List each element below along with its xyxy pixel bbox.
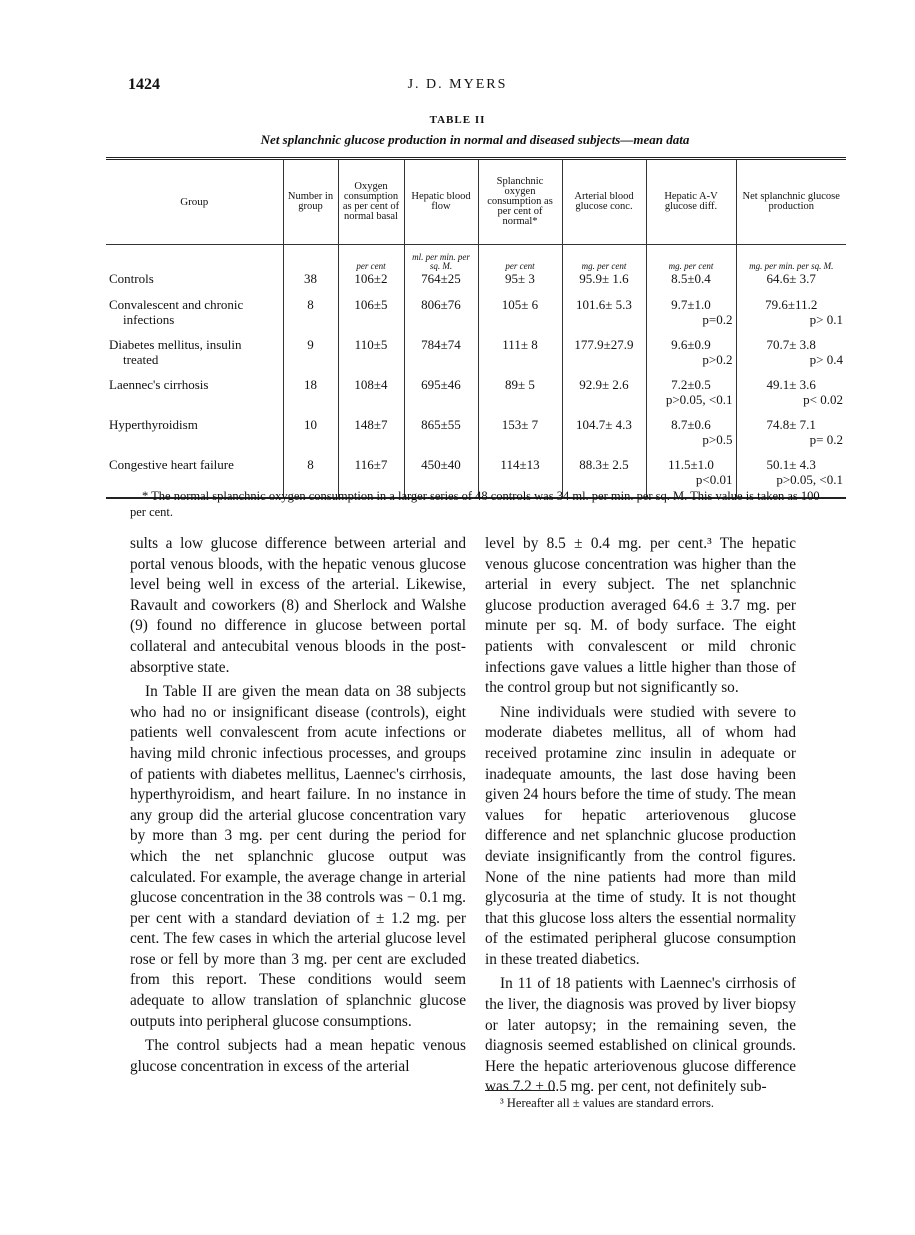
group-label: Controls bbox=[109, 271, 154, 286]
p-value: p>0.2 bbox=[702, 352, 733, 367]
unit-cell bbox=[283, 245, 338, 272]
p-value: p>0.05, <0.1 bbox=[665, 392, 733, 407]
value-cell: 116±7 bbox=[338, 457, 404, 498]
value-cell: 111± 8 bbox=[478, 337, 562, 377]
group-label: Congestive heart failure bbox=[109, 457, 234, 472]
p-value: p>0.5 bbox=[702, 432, 733, 447]
value-cell bbox=[646, 271, 736, 297]
value: 74.8± 7.1 bbox=[766, 417, 816, 432]
value-cell: 806±76 bbox=[404, 297, 478, 337]
unit-cell: mg. per cent bbox=[646, 245, 736, 272]
table-row bbox=[106, 297, 846, 337]
column-header: Oxygen consumption as per cent of normal basal bbox=[338, 159, 404, 245]
right-column bbox=[485, 534, 796, 1102]
group-label-cont: treated bbox=[123, 352, 159, 367]
p-value: p< 0.02 bbox=[803, 392, 843, 407]
value-cell: 18 bbox=[283, 377, 338, 417]
value-cell: 114±13 bbox=[478, 457, 562, 498]
value-cell: 88.3± 2.5 bbox=[562, 457, 646, 498]
paragraph: The control subjects had a mean hepatic venous glucose concentration in excess of the arterial bbox=[130, 1037, 466, 1075]
column-header: Arterial blood glucose conc. bbox=[562, 159, 646, 245]
unit-cell: per cent bbox=[478, 245, 562, 272]
table-row bbox=[106, 417, 846, 457]
p-value: p>0.05, <0.1 bbox=[776, 472, 843, 487]
value-cell bbox=[646, 337, 736, 377]
paragraph: In Table II are given the mean data on 38 subjects who had no or insignificant disease (controls), eight patients well convalescent from acute infections or having mild chronic infectious processes, and groups of patients with diabetes mellitus, Laennec's cirrhosis, hyperthyroidism, and heart failure. In no instance in any group did the arterial glucose concentration vary by more than 3 mg. per cent during the period for which the net splanchnic glucose output was calculated. For example, the average change in arterial glucose concentration in the 38 controls was − 0.1 mg. per cent with a standard deviation of ± 1.2 mg. per cent. The few cases in which the arterial glucose level rose or fell by more than 3 mg. per cent are excluded from this report. These conditions would seem adequate to allow translation of splanchnic glucose outputs into peripheral glucose consumptions. bbox=[130, 683, 466, 1030]
table-label: TABLE II bbox=[429, 114, 486, 126]
paragraph: level by 8.5 ± 0.4 mg. per cent.³ The hepatic venous glucose concentration was higher than the arterial in every subject. The net splanchnic glucose production averaged 64.6 ± 3.7 mg. per minute per sq. M. of body surface. The eight patients with convalescent or mild chronic infections gave values a little higher than those of the control group but not significantly so. bbox=[485, 535, 796, 697]
table-row bbox=[106, 337, 846, 377]
column-header: Splanchnic oxygen consumption as per cent of normal* bbox=[478, 159, 562, 245]
value-cell bbox=[736, 337, 846, 377]
value: 8.5±0.4 bbox=[671, 271, 711, 286]
value-cell bbox=[736, 271, 846, 297]
table-row bbox=[106, 271, 846, 297]
value-cell: 101.6± 5.3 bbox=[562, 297, 646, 337]
column-header: Hepatic A-V glucose diff. bbox=[646, 159, 736, 245]
column-header: Group bbox=[106, 159, 283, 245]
left-column bbox=[130, 534, 466, 1081]
unit-cell bbox=[106, 245, 283, 272]
value-cell bbox=[646, 417, 736, 457]
unit-cell: mg. per min. per sq. M. bbox=[736, 245, 846, 272]
value: 9.7±1.0 bbox=[671, 297, 711, 312]
group-label: Convalescent and chronic bbox=[109, 297, 244, 312]
table-footnote: * The normal splanchnic oxygen consumption in a larger series of 48 controls was 34 ml. per min. per sq. M. This value is taken as 100 per cent. bbox=[130, 489, 820, 519]
p-value: p= 0.2 bbox=[809, 432, 843, 447]
value: 8.7±0.6 bbox=[671, 417, 711, 432]
value-cell bbox=[736, 377, 846, 417]
p-value: p=0.2 bbox=[702, 312, 733, 327]
group-cell bbox=[106, 417, 283, 457]
value-cell bbox=[646, 297, 736, 337]
data-table bbox=[106, 157, 846, 499]
value-cell: 106±5 bbox=[338, 297, 404, 337]
column-header: Net splanchnic glucose production bbox=[736, 159, 846, 245]
column-header: Number in group bbox=[283, 159, 338, 245]
value-cell: 89± 5 bbox=[478, 377, 562, 417]
value: 70.7± 3.8 bbox=[766, 337, 816, 352]
value: 50.1± 4.3 bbox=[766, 457, 816, 472]
running-head: J. D. MYERS bbox=[407, 77, 508, 92]
value-cell bbox=[736, 417, 846, 457]
unit-cell: ml. per min. per sq. M. bbox=[404, 245, 478, 272]
table-row bbox=[106, 377, 846, 417]
value-cell: 106±2 bbox=[338, 271, 404, 297]
group-label: Hyperthyroidism bbox=[109, 417, 198, 432]
value-cell: 450±40 bbox=[404, 457, 478, 498]
value-cell: 95± 3 bbox=[478, 271, 562, 297]
units-row bbox=[106, 245, 846, 272]
value: 7.2±0.5 bbox=[671, 377, 711, 392]
paragraph: Nine individuals were studied with severe to moderate diabetes mellitus, all of whom had received protamine zinc insulin in adequate or inadequate amounts, the last dose having been given 24 hours before the time of study. The mean values for hepatic arteriovenous glucose difference and net splanchnic glucose production deviate insignificantly from the control figures. None of the nine patients had more than mild glycosuria at the time of study. It is not thought that this glucose loss alters the essential normality of the estimated peripheral glucose consumption in these treated diabetics. bbox=[485, 703, 796, 968]
value-cell: 177.9±27.9 bbox=[562, 337, 646, 377]
table-header-row bbox=[106, 159, 846, 245]
table-caption: Net splanchnic glucose production in normal and diseased subjects—mean data bbox=[260, 132, 690, 147]
value-cell: 9 bbox=[283, 337, 338, 377]
value-cell: 764±25 bbox=[404, 271, 478, 297]
footnote-divider bbox=[485, 1090, 555, 1091]
group-cell bbox=[106, 377, 283, 417]
value-cell: 104.7± 4.3 bbox=[562, 417, 646, 457]
value: 64.6± 3.7 bbox=[766, 271, 816, 286]
value-cell: 153± 7 bbox=[478, 417, 562, 457]
value-cell: 10 bbox=[283, 417, 338, 457]
value-cell: 92.9± 2.6 bbox=[562, 377, 646, 417]
value: 9.6±0.9 bbox=[671, 337, 711, 352]
value-cell: 148±7 bbox=[338, 417, 404, 457]
value-cell: 105± 6 bbox=[478, 297, 562, 337]
value-cell bbox=[646, 377, 736, 417]
value: 11.5±1.0 bbox=[668, 457, 714, 472]
p-value: p<0.01 bbox=[695, 472, 733, 487]
group-label-cont: infections bbox=[123, 312, 175, 327]
p-value: p> 0.4 bbox=[809, 352, 843, 367]
unit-cell: mg. per cent bbox=[562, 245, 646, 272]
value-cell: 38 bbox=[283, 271, 338, 297]
group-cell bbox=[106, 271, 283, 297]
page-number: 1424 bbox=[128, 76, 160, 93]
value-cell: 695±46 bbox=[404, 377, 478, 417]
column-header: Hepatic blood flow bbox=[404, 159, 478, 245]
value: 79.6±11.2 bbox=[765, 297, 818, 312]
value-cell: 865±55 bbox=[404, 417, 478, 457]
value-cell: 95.9± 1.6 bbox=[562, 271, 646, 297]
value-cell: 108±4 bbox=[338, 377, 404, 417]
value: 49.1± 3.6 bbox=[766, 377, 816, 392]
p-value: p> 0.1 bbox=[809, 312, 843, 327]
value-cell: 110±5 bbox=[338, 337, 404, 377]
footnote-3: ³ Hereafter all ± values are standard errors. bbox=[500, 1096, 714, 1110]
value-cell bbox=[736, 297, 846, 337]
unit-cell: per cent bbox=[338, 245, 404, 272]
value-cell: 784±74 bbox=[404, 337, 478, 377]
group-label: Laennec's cirrhosis bbox=[109, 377, 209, 392]
group-cell bbox=[106, 337, 283, 377]
paragraph: In 11 of 18 patients with Laennec's cirrhosis of the liver, the diagnosis was proved by liver biopsy or later autopsy; in the remaining seven, the diagnosis seemed established on clinical grounds. Here the hepatic arteriovenous glucose difference was 7.2 ± 0.5 mg. per cent, not definitely sub- bbox=[485, 975, 796, 1096]
group-cell bbox=[106, 297, 283, 337]
value-cell: 8 bbox=[283, 297, 338, 337]
paragraph: sults a low glucose difference between arterial and portal venous bloods, with the hepatic venous glucose level being well in excess of the arterial. Likewise, Ravault and coworkers (8) and Sherlock and Walshe (9) found no difference in glucose between portal collateral and antecubital venous bloods in the post-absorptive state. bbox=[130, 535, 466, 676]
group-label: Diabetes mellitus, insulin bbox=[109, 337, 242, 352]
value-cell: 8 bbox=[283, 457, 338, 498]
